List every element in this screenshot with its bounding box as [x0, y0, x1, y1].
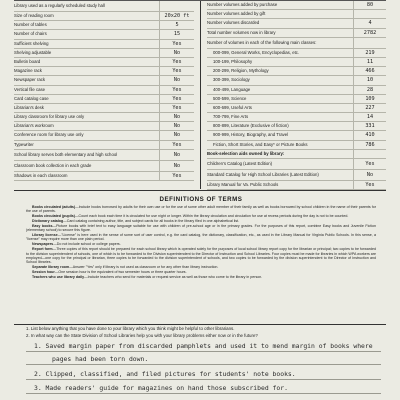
form-row: [207, 10, 386, 19]
question-1: 1. List below anything that you have done to your library which you think might be helpful to other librarians.: [26, 326, 235, 331]
row-label: 700-799, Fine Arts: [213, 114, 249, 120]
definition-paragraph: [26, 242, 376, 246]
row-label: Newspaper rack: [14, 77, 46, 83]
form-row: [14, 58, 194, 67]
row-value: Yes: [159, 141, 194, 149]
definition-text: —Card catalog containing author, title, and subject cards for all books in the library filed in one alphabetical list.: [63, 219, 240, 224]
row-label: 900-999, History, Biography, and Travel: [213, 132, 289, 138]
row-value: Yes: [159, 104, 194, 112]
definition-term: Library license: [32, 233, 58, 238]
row-value: 15: [159, 30, 194, 38]
definition-term: Separate library room: [32, 265, 70, 270]
form-row: [207, 76, 386, 85]
row-value: No: [159, 113, 194, 121]
form-row: [207, 113, 386, 122]
row-label: Card catalog case: [14, 95, 49, 101]
row-label: Total number volumes now in library: [207, 29, 276, 35]
definition-term: Newspapers: [32, 242, 54, 247]
form-row: [14, 21, 194, 30]
row-value: 20x20 ft: [159, 12, 194, 20]
row-value: Yes: [159, 58, 194, 66]
row-label: 800-899, Literature (Exclusive of fiction): [213, 123, 289, 129]
form-row: [207, 181, 386, 190]
definition-paragraph: [26, 205, 376, 214]
answer-rule: [26, 393, 381, 394]
row-label: Library Manual for Va. Public Schools: [207, 182, 279, 187]
definition-term: Books circulated (adults): [32, 205, 76, 209]
definition-text: —Answer "Yes" only if library is not used as classroom or for any other than library instruction.: [69, 265, 219, 270]
row-label: Number of chairs: [14, 31, 47, 37]
row-value: Yes: [159, 86, 194, 94]
form-row: [14, 76, 194, 85]
row-label: Number volumes added by purchase: [207, 2, 278, 7]
definition-term: Books circulated (pupils): [32, 214, 75, 219]
row-value: 219: [353, 49, 386, 57]
questions-rule: [14, 324, 386, 325]
definition-text: —Do not include school or college papers.: [53, 242, 121, 247]
definition-paragraph: [26, 219, 376, 223]
form-row: [14, 122, 194, 131]
row-value: Yes: [353, 159, 386, 169]
form-row: [14, 150, 194, 161]
row-label: Book-selection aids owned by library:: [207, 150, 285, 156]
row-value: [353, 150, 386, 158]
form-row: [207, 131, 386, 140]
typed-answer-line: 1. Saved margin paper from discarded pamphlets and used it to mend margin of books where: [34, 342, 373, 350]
row-value: No: [353, 170, 386, 180]
form-row: [207, 58, 386, 67]
row-value: 227: [353, 104, 386, 112]
row-value: No: [159, 150, 194, 160]
row-label: Vertical file case: [14, 86, 46, 92]
form-row: [207, 159, 386, 170]
definition-term: Easy books: [32, 223, 53, 228]
row-value: Yes: [159, 40, 194, 48]
definition-paragraph: [26, 265, 376, 269]
row-value: [353, 38, 386, 48]
form-row: [207, 67, 386, 76]
row-value: 28: [353, 86, 386, 94]
definition-paragraph: [26, 270, 376, 274]
form-row: [207, 19, 386, 28]
row-value: Yes: [159, 172, 194, 180]
definition-paragraph: [26, 214, 376, 218]
row-label: School library serves both elementary and high school: [14, 151, 118, 157]
row-label: Magazine rack: [14, 68, 42, 74]
row-label: Typewriter: [14, 141, 34, 147]
row-value: 5: [159, 21, 194, 29]
row-label: Number of volumes in each of the following main classes:: [207, 39, 317, 45]
row-label: Bulletin board: [14, 58, 41, 64]
row-label: Fiction, Short Stories, and Easy* or Picture Books: [213, 141, 308, 147]
row-label: Number volumes discarded: [207, 20, 260, 26]
row-label: Number of tables: [14, 22, 47, 28]
form-row: [207, 1, 386, 10]
definition-paragraph: [26, 275, 376, 279]
typed-answer-line: 3. Made readers' guide for magazines on hand those subscribed for.: [34, 384, 288, 392]
row-value: 410: [353, 131, 386, 139]
typed-answer-line: pages had been torn down.: [52, 355, 149, 363]
row-label: Classroom book collection in each grade: [14, 162, 92, 168]
row-value: [159, 1, 194, 11]
form-row: [207, 38, 386, 49]
row-label: Standard Catalog for High School Libraries (Latest Edition): [207, 172, 319, 177]
form-row: [207, 29, 386, 38]
report-form-table: [14, 0, 386, 189]
definitions-section: [26, 196, 376, 280]
definition-text: —"License" is here used in the sense of some sort of user control, e.g. the card catalog, the dictionary, classification, etc., as used in the Library Manual for Virginia Public Schools. In this sense, a "license" may require more than one plain period.: [26, 233, 376, 242]
definition-text: —One session hour is the equivalent of two semester hours or three quarter hours.: [54, 269, 187, 274]
row-value: [353, 10, 386, 18]
form-row: [207, 104, 386, 113]
row-label: 300-399, Sociology: [213, 77, 250, 83]
definition-paragraph: [26, 247, 376, 264]
row-value: No: [159, 131, 194, 139]
row-value: No: [159, 161, 194, 171]
form-row: [14, 1, 194, 12]
row-label: Library classroom for library use only: [14, 114, 85, 120]
row-label: 200-299, Religion, Mythology: [213, 68, 269, 74]
definitions-title: DEFINITIONS OF TERMS: [159, 196, 243, 203]
row-label: 500-599, Science: [213, 95, 247, 101]
facilities-column: [14, 1, 194, 181]
form-row: [207, 86, 386, 95]
form-row: [14, 131, 194, 140]
row-label: Sufficient shelving: [14, 40, 49, 46]
row-value: 80: [353, 1, 386, 9]
form-row: [207, 150, 386, 159]
row-value: No: [159, 76, 194, 84]
row-label: Librarian's desk: [14, 104, 44, 110]
row-label: Shelving adjustable: [14, 49, 52, 55]
row-value: 2782: [353, 29, 386, 37]
row-label: 600-699, Useful Arts: [213, 104, 252, 110]
section-rule: [14, 190, 386, 191]
row-value: 786: [353, 141, 386, 149]
row-value: Yes: [353, 181, 386, 189]
form-row: [207, 95, 386, 104]
row-value: 11: [353, 58, 386, 66]
answer-rule: [26, 379, 381, 380]
row-label: Shadows in each classroom: [14, 172, 68, 178]
row-label: Size of reading room: [14, 13, 54, 18]
question-2: 2. In what way can the State Division of School Libraries help you with your library problems either now or in the future?: [26, 333, 258, 338]
definition-term: Teachers who use library daily: [32, 274, 85, 279]
form-row: [14, 67, 194, 76]
row-label: 400-499, Language: [213, 86, 251, 92]
row-label: Library used as a regularly scheduled study hall: [14, 3, 105, 8]
answer-rule: [26, 351, 381, 352]
form-row: [14, 172, 194, 181]
form-row: [207, 141, 386, 150]
definition-term: Session hour: [32, 269, 55, 274]
form-row: [207, 170, 386, 181]
form-row: [14, 95, 194, 104]
row-value: Yes: [159, 95, 194, 103]
row-label: Conference room for library use only: [14, 132, 84, 138]
row-label: Number volumes added by gift: [207, 11, 266, 17]
definition-text: —Include books borrowed by adults for their own use or for the use of some other adult member of their family as well as books borrowed by school children in the name of their parents for the use of parents.: [26, 205, 377, 214]
row-label: Children's Catalog (Latest Edition): [207, 161, 273, 166]
row-value: 331: [353, 122, 386, 130]
form-row: [14, 104, 194, 113]
definition-text: —Count each book each time it is circulated for use night or longer. Within the library circulation and circulation for use at recess periods during the day is not to be counted.: [74, 214, 349, 219]
form-row: [14, 113, 194, 122]
definition-text: —Picture books with brief text to easy language suitable for use with children of pre-school age or in the primary grades. For the purposes of this report, combine Easy books and Juvenile Fiction (elementary school) to secure this figure.: [26, 223, 376, 233]
row-label: Librarian's workroom: [14, 123, 54, 129]
form-row: [14, 161, 194, 172]
form-row: [207, 122, 386, 131]
typed-answer-line: 2. Clipped, classified, and filed pictures for students' note books.: [34, 370, 296, 378]
definition-term: Dictionary catalog: [32, 219, 64, 224]
form-row: [14, 86, 194, 95]
form-row: [14, 30, 194, 39]
row-value: No: [159, 122, 194, 130]
row-value: 10: [353, 76, 386, 84]
answer-rule: [26, 364, 381, 365]
row-value: Yes: [159, 67, 194, 75]
definitions-body: [26, 205, 376, 279]
form-row: [14, 12, 194, 21]
form-row: [207, 49, 386, 58]
row-value: 466: [353, 67, 386, 75]
row-label: 100-199, Philosophy: [213, 58, 253, 64]
definition-text: —Three copies of this report should be prepared for each school library which is operated solely for the purposes of local school library report copy for the librarian or principal; two copies to be forwarded to the division superintendent of schools, one of which is to be forwarded to the Division superintendent to the Director of Instruction and School Libraries. Four copies must be made for libraries in which WPA workers are employed—one copy for the principal or librarian, three copies to be forwarded to the division superintendent of schools, and two copies to be forwarded by the division superintendent to the Director of Instruction and School libraries.: [26, 247, 376, 265]
definition-term: Report form: [32, 247, 53, 252]
form-row: [14, 141, 194, 150]
form-row: [14, 40, 194, 49]
row-label: 000-099, General Works, Encyclopedias, etc.: [213, 49, 300, 55]
row-value: No: [159, 49, 194, 57]
definition-text: —Include teachers who send for materials or request service as well as those who come to the library in person.: [84, 274, 263, 279]
form-row: [14, 49, 194, 58]
definition-paragraph: [26, 233, 376, 242]
column-divider: [200, 1, 201, 189]
definition-paragraph: [26, 224, 376, 233]
volumes-column: [207, 1, 386, 190]
row-value: 109: [353, 95, 386, 103]
row-value: 4: [353, 19, 386, 27]
row-value: 14: [353, 113, 386, 121]
